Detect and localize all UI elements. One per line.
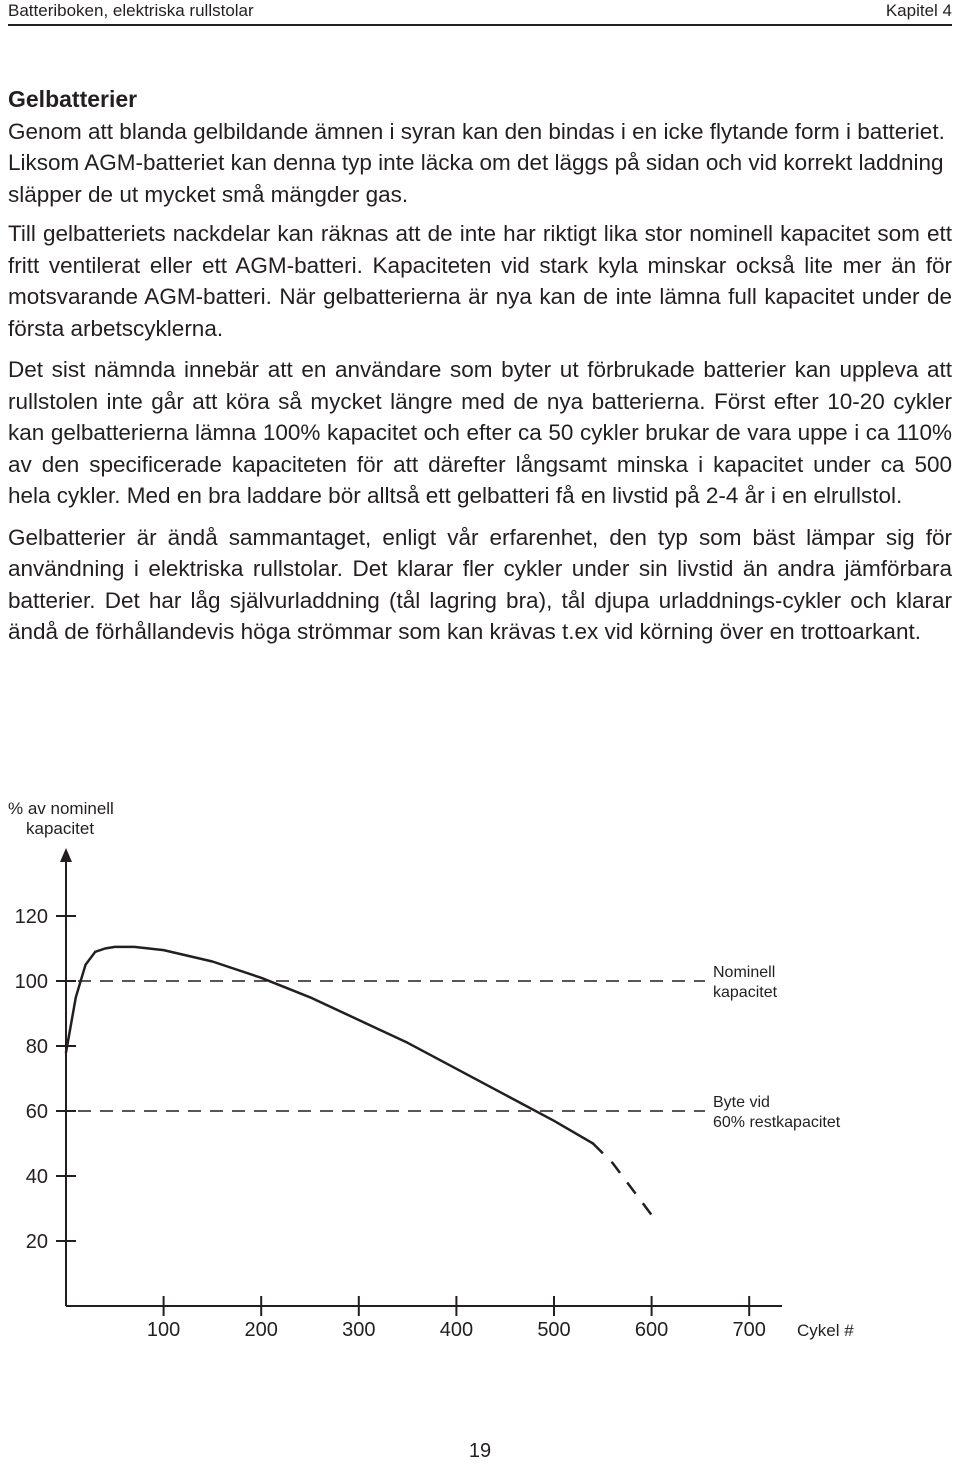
capacity-chart xyxy=(0,790,960,1350)
y-tick-label: 20 xyxy=(25,1231,48,1253)
y-axis-arrow xyxy=(60,848,72,862)
y-axis-label-line-1: % av nominell xyxy=(8,799,114,818)
page-number: 19 xyxy=(468,1440,492,1462)
section-title: Gelbatterier xyxy=(8,86,138,112)
x-axis-label: Cykel # xyxy=(797,1321,854,1340)
capacity-curve-dashed xyxy=(593,1144,652,1216)
y-tick-label: 40 xyxy=(25,1166,48,1188)
section-gelbatterier xyxy=(8,84,952,658)
x-tick-label: 500 xyxy=(537,1319,571,1341)
y-axis-label-line-2: kapacitet xyxy=(26,819,95,838)
x-tick-label: 400 xyxy=(439,1319,474,1341)
x-tick-label: 600 xyxy=(634,1319,669,1341)
chart-axes xyxy=(15,848,782,1341)
y-tick-label: 80 xyxy=(25,1036,48,1058)
reference-line-label: 60% restkapacitet xyxy=(713,1114,841,1131)
paragraph-3: Det sist nämnda innebär att en användare som byter ut förbrukade batterier kan uppleva att rullstolen inte går att köra så mycket längre med de nya batterierna. Först efter 10-20 cykler kan gelbatterierna lämna 100% kapacitet och efter ca 50 cykler brukar de vara uppe i ca 110% av den specificerade kapaciteten för att därefter långsamt minska i kapacitet under ca 500 hela cykler. Med en bra laddare bör alltså ett gelbatteri få en livstid på 2-4 år i en elrullstol. xyxy=(8,357,952,508)
x-tick-label: 200 xyxy=(244,1319,278,1341)
x-tick-label: 100 xyxy=(146,1319,181,1341)
header-chapter: Kapitel 4 xyxy=(885,1,952,20)
page-header xyxy=(8,0,952,26)
y-tick-label: 60 xyxy=(25,1101,48,1123)
data-series xyxy=(66,947,652,1215)
capacity-curve xyxy=(66,947,593,1144)
y-tick-label: 120 xyxy=(14,906,48,928)
reference-lines xyxy=(78,964,841,1131)
y-tick-label: 100 xyxy=(14,971,48,993)
reference-line-label: Byte vid xyxy=(713,1094,770,1111)
reference-line-label: kapacitet xyxy=(713,984,778,1001)
paragraph-2: Till gelbatteriets nackdelar kan räknas att de inte har riktigt lika stor nominell kapacitet som ett fritt ventilerat eller ett AGM-batteri. Kapaciteten vid stark kyla minskar också lite mer än för motsvarande AGM-batteri. När gelbatterierna är nya kan de inte lämna full kapacitet under de första arbetscyklerna. xyxy=(8,221,952,341)
x-tick-label: 300 xyxy=(342,1319,376,1341)
paragraph-1: Genom att blanda gelbildande ämnen i syran kan den bindas i en icke flytande form i batteriet. Liksom AGM-batteriet kan denna typ inte läcka om det läggs på sidan och vid korrekt laddning släpper de ut mycket små mängder gas. xyxy=(8,118,945,207)
header-book-title: Batteriboken, elektriska rullstolar xyxy=(8,1,254,20)
paragraph-4: Gelbatterier är ändå sammantaget, enligt vår erfarenhet, den typ som bäst lämpar sig för användning i elektriska rullstolar. Det klarar fler cykler under sin livstid än andra jämförbara batterier. Det har låg självurladdning (tål lagring bra), tål djupa urladdnings-cykler och klarar ändå de förhållandevis höga strömmar som kan krävas t.ex vid körning över en trottoarkant. xyxy=(8,524,952,644)
x-tick-label: 700 xyxy=(732,1319,766,1341)
reference-line-label: Nominell xyxy=(713,964,776,981)
